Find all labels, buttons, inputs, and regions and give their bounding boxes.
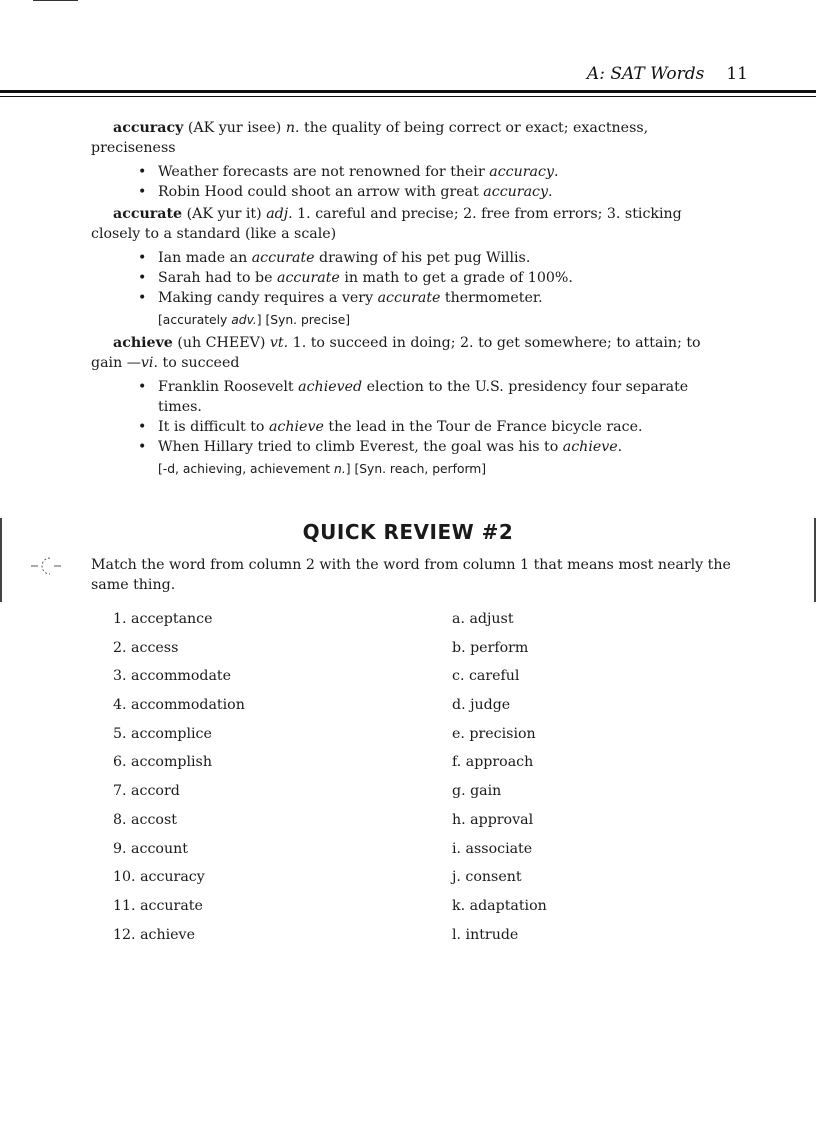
pronunciation: (AK yur it) [186, 206, 262, 222]
list-item: 5. accomplice [113, 725, 212, 742]
entry-accurate [91, 204, 731, 329]
list-item: g. gain [452, 783, 502, 800]
list-item: • Making candy requires a very accurate thermometer. [158, 288, 731, 308]
list-item: • When Hillary tried to climb Everest, the goal was his to achieve. [158, 437, 731, 457]
header-rule [0, 90, 816, 93]
list-item: i. associate [452, 840, 533, 857]
list-item: d. judge [452, 697, 511, 714]
list-item: 8. accost [113, 811, 177, 828]
list-item: • Ian made an accurate drawing of his pet pug Willis. [158, 248, 731, 268]
list-item: 3. accommodate [113, 668, 232, 685]
quick-review-title: QUICK REVIEW #2 [302, 520, 514, 544]
entry-accuracy [91, 118, 731, 202]
definition: to succeed [157, 355, 240, 371]
list-item: • It is difficult to achieve the lead in the Tour de France bicycle race. [158, 417, 731, 437]
list-item: 12. achieve [113, 926, 195, 943]
word-forms: [-d, achieving, achievement n.] [Syn. reach, perform] [158, 462, 487, 476]
list-item: b. perform [452, 639, 529, 656]
headword: accurate [113, 206, 183, 222]
entry-definition-line [91, 118, 731, 158]
list-item: 2. access [113, 639, 179, 656]
margin-target-icon [31, 555, 61, 583]
example-list [91, 377, 731, 457]
list-item: 1. acceptance [113, 611, 213, 627]
list-item: 9. account [113, 840, 188, 857]
list-item: a. adjust [452, 611, 514, 627]
pronunciation: (uh CHEEV) [177, 335, 266, 351]
example-list [91, 248, 731, 308]
list-item: • Franklin Roosevelt achieved election to the U.S. presidency four separate times. [158, 377, 731, 417]
list-item: c. careful [452, 668, 520, 685]
example-list [91, 162, 731, 202]
list-item: 6. accomplish [113, 754, 212, 771]
headword: accuracy [113, 120, 184, 136]
definition: 1. to succeed in doing; 2. to get somewhere; to attain; to gain — [91, 335, 701, 371]
part-of-speech: adj. [266, 206, 293, 222]
dictionary-entries [91, 118, 731, 482]
column-1 [113, 608, 245, 952]
part-of-speech: n. [285, 120, 300, 136]
definition: 1. careful and precise; 2. free from errors; 3. sticking closely to a standard (like a scale) [91, 206, 682, 242]
list-item: 4. accommodation [113, 697, 245, 714]
running-head [587, 64, 748, 84]
list-item: l. intrude [452, 926, 519, 943]
list-item: • Weather forecasts are not renowned for their accuracy. [158, 162, 731, 182]
running-title: A: SAT Words [586, 64, 705, 84]
part-of-speech: vi. [140, 355, 158, 371]
list-item: e. precision [452, 725, 536, 742]
entry-achieve [91, 333, 731, 478]
list-item: k. adaptation [452, 897, 547, 914]
definition: the quality of being correct or exact; exactness, preciseness [91, 120, 649, 156]
page-number: 11 [726, 64, 748, 84]
list-item: 7. accord [113, 783, 180, 800]
list-item: f. approach [452, 754, 534, 771]
list-item: j. consent [452, 869, 522, 886]
list-item: 11. accurate [113, 897, 203, 914]
list-item: h. approval [452, 811, 534, 828]
list-item: 10. accuracy [113, 869, 205, 886]
entry-definition-line [91, 333, 731, 373]
top-crop-mark [33, 0, 78, 1]
pronunciation: (AK yur isee) [187, 120, 282, 136]
list-item: • Sarah had to be accurate in math to get a grade of 100%. [158, 268, 731, 288]
header-rule-thin [0, 96, 816, 97]
headword: achieve [113, 335, 173, 351]
part-of-speech: vt. [269, 335, 289, 351]
word-forms: [accurately adv.] [Syn. precise] [158, 313, 351, 327]
quick-review-instructions: Match the word from column 2 with the word from column 1 that means most nearly the same thing. [91, 557, 731, 593]
entry-definition-line [91, 204, 731, 244]
list-item: • Robin Hood could shoot an arrow with great accuracy. [158, 182, 731, 202]
column-2 [452, 608, 547, 952]
crosshair-icon [31, 555, 61, 579]
